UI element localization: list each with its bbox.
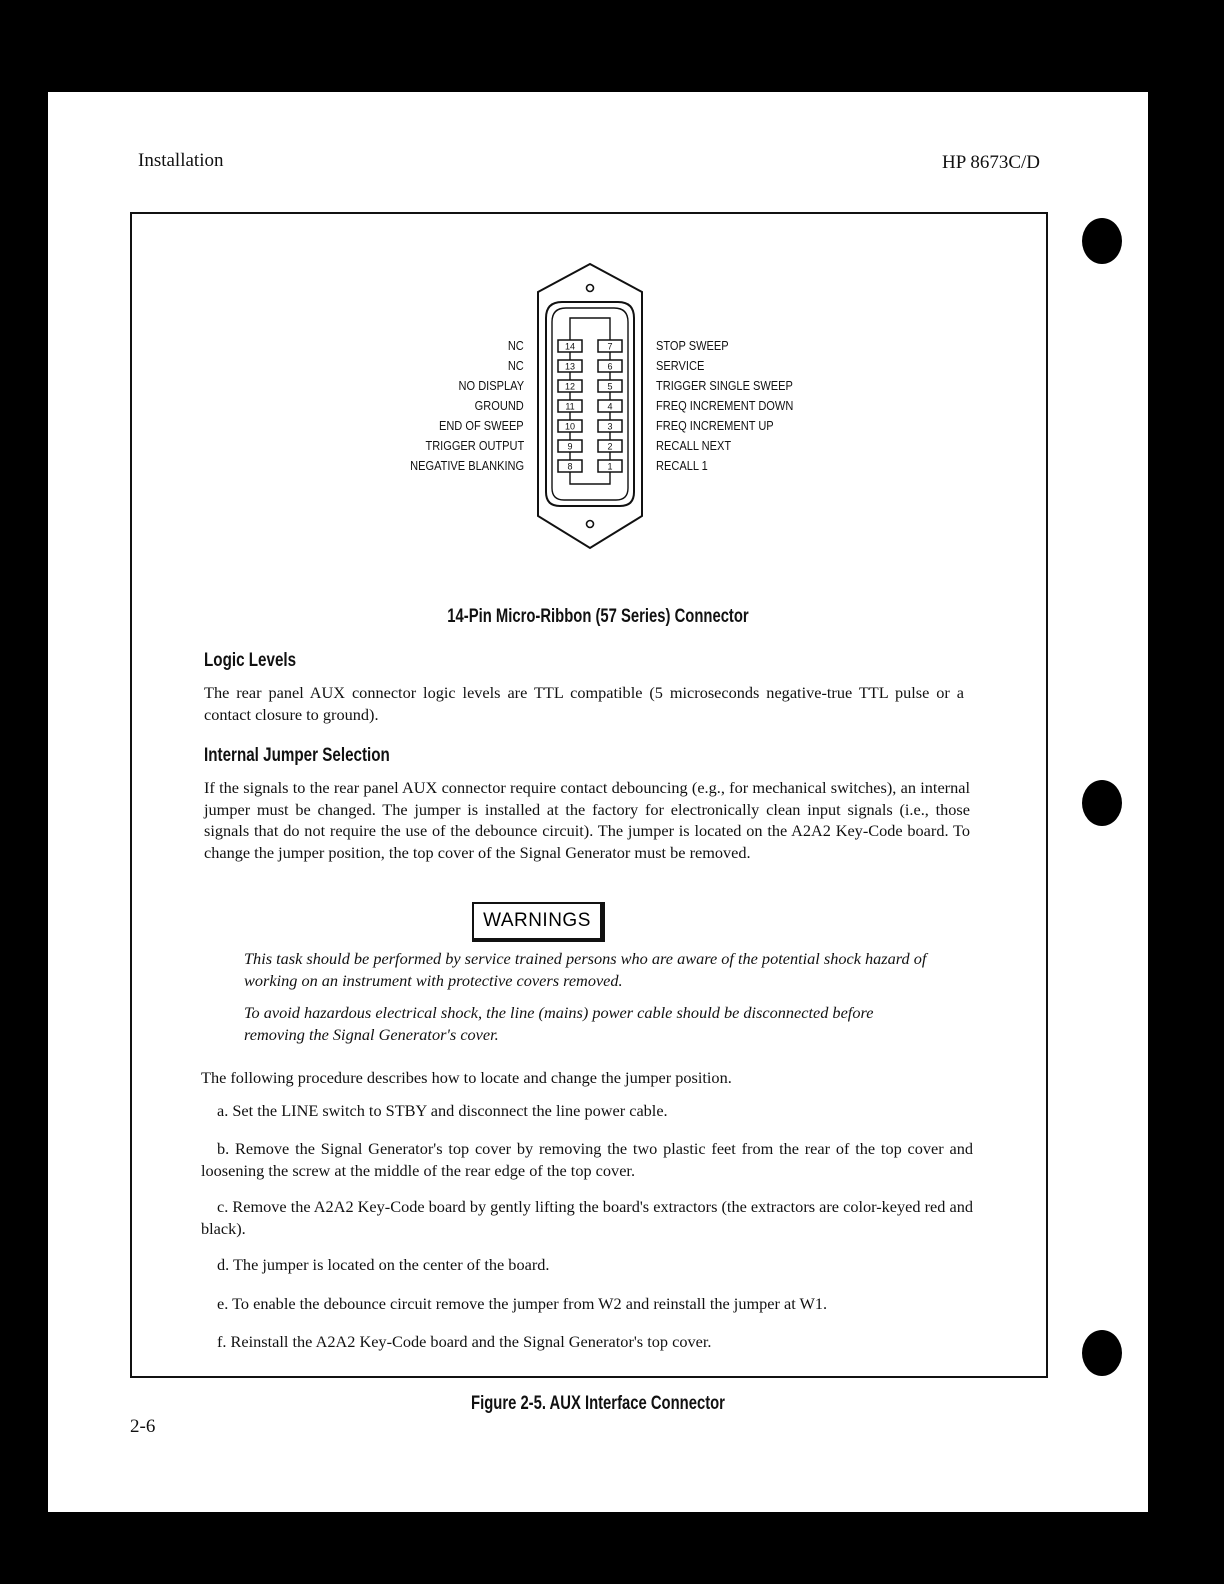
svg-text:13: 13 — [564, 361, 576, 372]
section-header: Installation — [138, 150, 224, 171]
jumper-text: If the signals to the rear panel AUX connector require contact debouncing (e.g., for mechanical switches), an internal jumper must be changed. The jumper is installed at the factory for electronically clean input signals (i.e., those signals that do not require the use of the debounce circuit). The jumper is located on the A2A2 Key-Code board. To change the jumper position, the top cover of the Signal Generator must be removed. — [204, 778, 970, 862]
warnings-label: WARNINGS — [472, 902, 605, 942]
procedure-intro: The following procedure describes how to locate and change the jumper position. — [201, 1068, 732, 1087]
binder-hole-top — [1082, 218, 1122, 264]
logic-levels-text: The rear panel AUX connector logic levels are TTL compatible (5 microseconds negative-true TTL pulse or a contact closure to ground). — [204, 683, 964, 724]
figure-caption: Figure 2-5. AUX Interface Connector — [471, 1393, 725, 1414]
pin-right — [598, 380, 622, 392]
pin-right — [598, 340, 622, 352]
svg-text:10: 10 — [564, 421, 576, 432]
pin-left — [558, 440, 582, 452]
pin-label-left: NEGATIVE BLANKING — [409, 458, 524, 473]
pin-left — [558, 380, 582, 392]
pin-label-left: TRIGGER OUTPUT — [425, 438, 524, 453]
svg-text:2: 2 — [607, 441, 613, 452]
step-a: a. Set the LINE switch to STBY and disconnect the line power cable. — [217, 1101, 668, 1120]
pin-label-left: END OF SWEEP — [439, 418, 524, 433]
svg-text:9: 9 — [567, 441, 573, 452]
step-d: d. The jumper is located on the center of the board. — [217, 1255, 550, 1274]
document-page — [48, 92, 1148, 1512]
connector-caption: 14-Pin Micro-Ribbon (57 Series) Connector — [447, 606, 749, 627]
step-f: f. Reinstall the A2A2 Key-Code board and the Signal Generator's top cover. — [217, 1332, 712, 1351]
pin-label-left: NO DISPLAY — [458, 378, 524, 393]
connector-diagram — [532, 260, 648, 552]
pin-right — [598, 360, 622, 372]
pin-label-left: NC — [508, 338, 524, 353]
pin-left — [558, 340, 582, 352]
svg-text:12: 12 — [564, 381, 576, 392]
svg-text:3: 3 — [607, 421, 613, 432]
pin-label-left: NC — [508, 358, 524, 373]
page-number: 2-6 — [130, 1416, 156, 1437]
svg-text:5: 5 — [607, 381, 613, 392]
step-e: e. To enable the debounce circuit remove the jumper from W2 and reinstall the jumper at W1. — [217, 1294, 828, 1313]
pin-label-right: FREQ INCREMENT DOWN — [656, 398, 794, 413]
pin-left — [558, 400, 582, 412]
pin-right — [598, 420, 622, 432]
svg-text:11: 11 — [565, 401, 575, 412]
pin-label-right: SERVICE — [656, 358, 705, 373]
step-c: c. Remove the A2A2 Key-Code board by gently lifting the board's extractors (the extractors are color-keyed red and black). — [201, 1197, 973, 1238]
pin-right — [598, 400, 622, 412]
svg-text:7: 7 — [607, 341, 613, 352]
logic-levels-heading: Logic Levels — [204, 650, 297, 671]
warning-1: This task should be performed by service trained persons who are aware of the potential shock hazard of working on an instrument with protective covers removed. — [244, 949, 927, 990]
step-b: b. Remove the Signal Generator's top cover by removing the two plastic feet from the rear of the top cover and loosening the screw at the middle of the rear edge of the top cover. — [201, 1139, 973, 1180]
pin-label-right: RECALL NEXT — [656, 438, 732, 453]
binder-hole-bottom — [1082, 1330, 1122, 1376]
binder-hole-middle — [1082, 780, 1122, 826]
pin-label-right: STOP SWEEP — [656, 338, 729, 353]
pin-label-right: FREQ INCREMENT UP — [656, 418, 774, 433]
svg-text:4: 4 — [607, 401, 613, 412]
pin-left — [558, 360, 582, 372]
svg-text:14: 14 — [564, 341, 576, 352]
pin-right — [598, 440, 622, 452]
pin-right — [598, 460, 622, 472]
svg-text:8: 8 — [567, 461, 573, 472]
pin-left — [558, 420, 582, 432]
jumper-heading: Internal Jumper Selection — [204, 745, 390, 766]
pin-label-right: TRIGGER SINGLE SWEEP — [656, 378, 793, 393]
svg-text:6: 6 — [607, 361, 613, 372]
warning-2: To avoid hazardous electrical shock, the line (mains) power cable should be disconnected before removing the Signal Generator's cover. — [244, 1003, 874, 1044]
pin-label-right: RECALL 1 — [656, 458, 708, 473]
model-header: HP 8673C/D — [941, 152, 1040, 173]
pin-left — [558, 460, 582, 472]
pin-label-left: GROUND — [474, 398, 524, 413]
svg-text:1: 1 — [607, 461, 613, 472]
